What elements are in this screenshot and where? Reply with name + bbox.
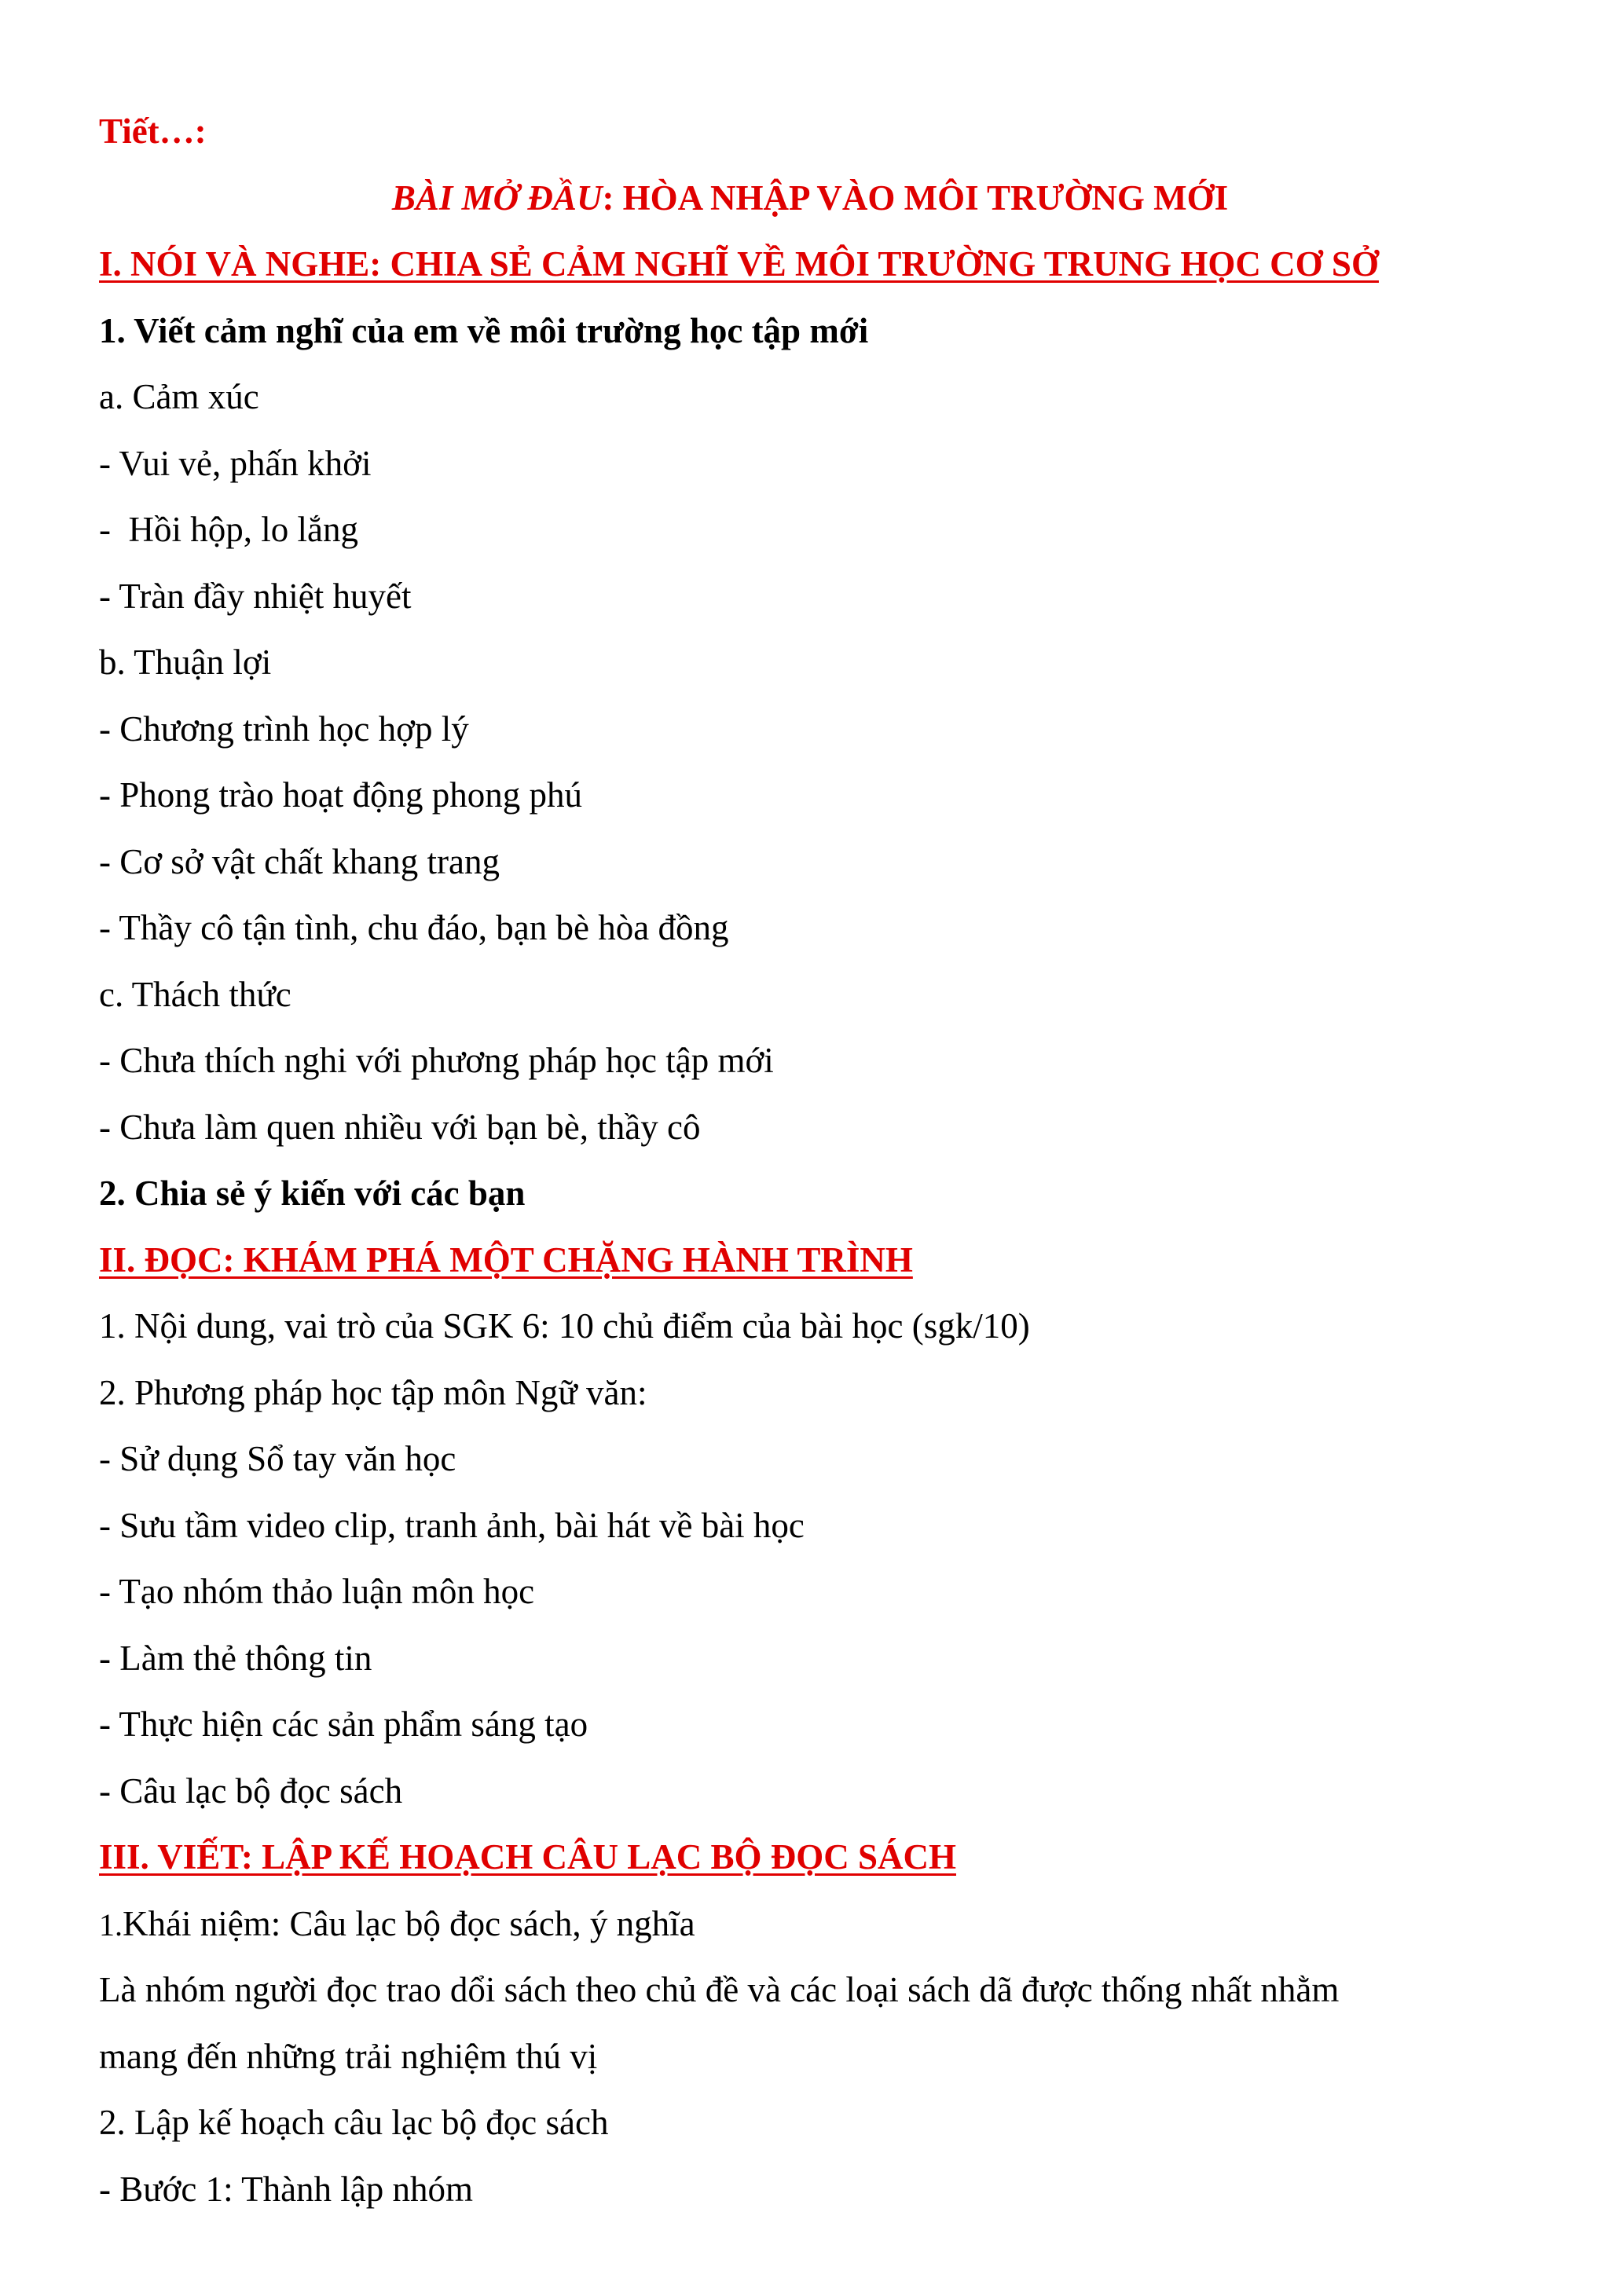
list-item: 1. Nội dung, vai trò của SGK 6: 10 chủ điểm của bài học (sgk/10) [99, 1306, 1030, 1346]
reading-list [99, 1293, 1521, 1824]
list-item: - Chưa làm quen nhiều với bạn bè, thầy cô [99, 1107, 701, 1147]
list-item: - Thầy cô tận tình, chu đáo, bạn bè hòa đồng [99, 908, 729, 947]
section-heading-reading: II. ĐỌC: KHÁM PHÁ MỘT CHẶNG HÀNH TRÌNH [99, 1240, 913, 1280]
lesson-title-rest: : HÒA NHẬP VÀO MÔI TRƯỜNG MỚI [602, 178, 1229, 218]
concept-line [99, 1891, 1521, 1957]
list-item: - Hồi hộp, lo lắng [99, 510, 358, 549]
lesson-label: Tiết…: [99, 112, 207, 151]
concept-text: Khái niệm: Câu lạc bộ đọc sách, ý nghĩa [123, 1903, 695, 1943]
list-item: b. Thuận lợi [99, 643, 272, 682]
list-item: - Sử dụng Sổ tay văn học [99, 1439, 456, 1478]
list-item: - Vui vẻ, phấn khởi [99, 443, 372, 483]
subheading-share: 2. Chia sẻ ý kiến với các bạn [99, 1174, 526, 1213]
plan-step-1: - Bước 1: Thành lập nhóm [99, 2169, 474, 2209]
speaking-list [99, 364, 1521, 1160]
lesson-title-italic: BÀI MỞ ĐẦU [391, 178, 603, 218]
section-heading-writing: III. VIẾT: LẬP KẾ HOẠCH CÂU LẠC BỘ ĐỌC SÁCH [99, 1837, 956, 1877]
list-item: 2. Phương pháp học tập môn Ngữ văn: [99, 1372, 647, 1412]
list-item: c. Thách thức [99, 974, 291, 1014]
section-heading-speaking: I. NÓI VÀ NGHE: CHIA SẺ CẢM NGHĨ VỀ MÔI TRƯỜNG TRUNG HỌC CƠ SỞ [99, 244, 1379, 284]
list-item: - Thực hiện các sản phẩm sáng tạo [99, 1705, 588, 1744]
lesson-title [99, 165, 1521, 232]
list-item: - Tràn đầy nhiệt huyết [99, 576, 412, 616]
list-item: - Chưa thích nghi với phương pháp học tập mới [99, 1041, 774, 1080]
list-item: - Cơ sở vật chất khang trang [99, 841, 500, 881]
definition-line-2: mang đến những trải nghiệm thú vị [99, 2036, 598, 2076]
list-item: - Phong trào hoạt động phong phú [99, 775, 582, 815]
document-page [99, 98, 1521, 2222]
plan-heading: 2. Lập kế hoạch câu lạc bộ đọc sách [99, 2103, 609, 2142]
list-item: - Câu lạc bộ đọc sách [99, 1771, 403, 1811]
definition-line-1: Là nhóm người đọc trao dổi sách theo chủ đề và các loại sách dã được thống nhất nhằm [99, 1970, 1340, 2009]
concept-number: 1. [99, 1906, 123, 1943]
list-item: - Làm thẻ thông tin [99, 1638, 372, 1678]
list-item: a. Cảm xúc [99, 377, 259, 416]
list-item: - Chương trình học hợp lý [99, 709, 469, 749]
subheading-feelings: 1. Viết cảm nghĩ của em về môi trường học tập mới [99, 310, 869, 350]
list-item: - Sưu tầm video clip, tranh ảnh, bài hát về bài học [99, 1505, 805, 1545]
list-item: - Tạo nhóm thảo luận môn học [99, 1572, 535, 1611]
